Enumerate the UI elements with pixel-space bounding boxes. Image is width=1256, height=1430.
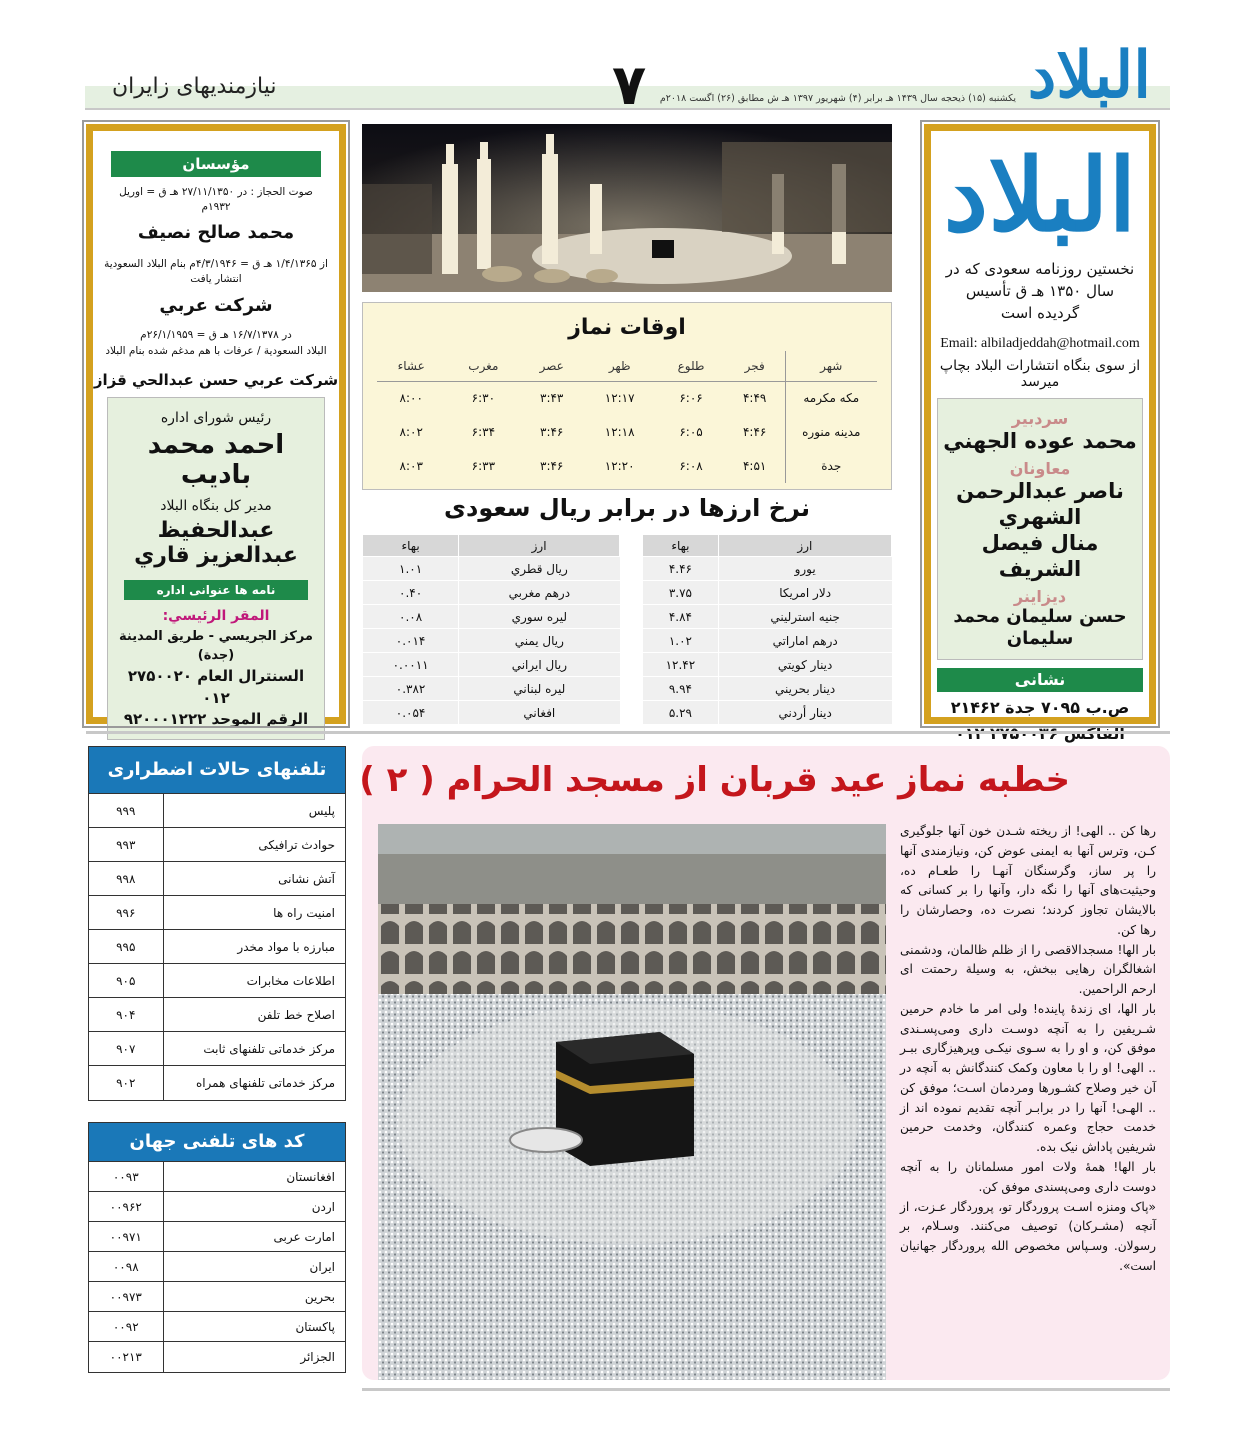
service-number: ۹۰۲ — [89, 1066, 163, 1100]
article-paragraph: بار الها! مسجدالاقصی را از ظلم ظالمان، ودشمنی اشغالگران رهایی ببخش، به وسیلة رحمتت ای ارحم الراحمین. — [900, 942, 1156, 997]
service-number: ۹۹۸ — [89, 862, 163, 896]
currency-price: ۰.۰۰۱۱ — [363, 653, 459, 677]
currency-name: افغاني — [459, 701, 620, 725]
emergency-phones-box — [88, 746, 346, 1101]
currency-title: نرخ ارزها در برابر ريال سعودی — [444, 494, 810, 522]
editor-name: محمد عوده الجهني — [943, 429, 1137, 454]
currency-table-right — [642, 534, 892, 725]
emergency-title: تلفنهای حالات اضطراری — [89, 747, 345, 793]
prayer-header: فجر — [725, 351, 785, 381]
staff-box — [937, 398, 1143, 659]
table-row — [363, 581, 620, 605]
service-number: ۹۹۵ — [89, 930, 163, 964]
currency-price: ۱.۰۲ — [643, 629, 719, 653]
prayer-header: شهر — [785, 351, 877, 381]
currency-price: ۵.۲۹ — [643, 701, 719, 725]
table-row — [89, 1222, 345, 1252]
currency-col-header: ارز — [459, 535, 620, 557]
board-label: رئيس شورای اداره — [160, 410, 272, 427]
service-name: اطلاعات مخابرات — [163, 964, 345, 998]
prayer-table — [377, 351, 877, 483]
masthead-description: نخستین روزنامه سعودی که در سال ۱۳۵۰ هـ ق تأسیس گردیده است — [945, 260, 1135, 322]
masthead-logo: البلاد — [943, 136, 1137, 254]
time-cell: ۳:۴۶ — [540, 459, 564, 473]
country-name: الجزائر — [163, 1342, 345, 1372]
article-paragraph: بار الها! همهٔ ولات امور مسلمانان را به آنچه دوست داری ومی‌پسندی موفق کن. — [900, 1160, 1156, 1194]
country-name: ایران — [163, 1252, 345, 1282]
article-body — [900, 822, 1156, 1277]
time-cell: ۴:۴۶ — [742, 425, 767, 439]
fax-line — [931, 724, 1149, 745]
currency-price: ۴.۸۴ — [643, 605, 719, 629]
currency-name: ريال قطري — [459, 557, 620, 581]
service-name: امنیت راه ها — [163, 896, 345, 930]
table-row — [643, 581, 892, 605]
currency-name: دينار أردني — [718, 701, 891, 725]
service-name: پلیس — [163, 794, 345, 828]
table-row — [89, 794, 345, 828]
currency-table-left — [362, 534, 620, 725]
table-row — [89, 964, 345, 998]
currency-name: يورو — [718, 557, 891, 581]
founders-title: مؤسسان — [111, 151, 321, 177]
director-name: عبدالحفيظ عبدالعزيز قاري — [134, 518, 298, 569]
table-row — [377, 381, 877, 415]
service-name: مبارزه با مواد مخدر — [163, 930, 345, 964]
table-row — [89, 998, 345, 1032]
table-row — [89, 828, 345, 862]
founder-note: در ۱۶/۷/۱۳۷۸ هـ ق = ۲۶/۱/۱۹۵۹م — [140, 328, 292, 341]
assistant-name: منال فيصل الشريف — [981, 531, 1099, 582]
country-code: ۰۰۹۲ — [89, 1312, 163, 1342]
table-row — [363, 701, 620, 725]
service-name: حوادث ترافیکی — [163, 828, 345, 862]
table-row — [89, 862, 345, 896]
founder-name: محمد صالح نصيف — [137, 222, 295, 244]
codes-table — [89, 1161, 345, 1372]
codes-title: کد های تلفنی جهان — [89, 1123, 345, 1161]
country-code: ۰۰۲۱۳ — [89, 1342, 163, 1372]
time-cell: ۴:۴۹ — [742, 391, 767, 406]
prayer-header: عصر — [521, 351, 582, 381]
currency-price: ۰.۰۱۴ — [363, 629, 459, 653]
currency-name: ريال يمني — [459, 629, 620, 653]
currency-price: ۱.۰۱ — [363, 557, 459, 581]
table-row — [89, 1066, 345, 1100]
editor-label: سردبیر — [1011, 409, 1069, 429]
article-paragraph: بار الها، ای زندهٔ پاینده! ولی امر ما خادم حرمین شـریفین را به آنچه دوسـت داری ومی‌پسـندی موفق کن، و او را به سـوی نیکـی وپرهیزگاری ببـر .. الهی! او را با معاون وکمک کنندگانش به آنچه در آن خیر وصلاح کشـورها ومردمان اسـت؛ موفق کن .. الهـی! آنها را در برابـر آنچه تقدیم نموده اند از خدمت حجاج وعمره کنندگان، وخدمت حرمین شریفین پاداش نیک بده. — [900, 1001, 1156, 1155]
time-cell: ۶:۳۴ — [471, 425, 496, 439]
table-row — [89, 1342, 345, 1372]
section-title: نیازمندیهای زایران — [112, 74, 277, 99]
country-code: ۰۰۹۳ — [89, 1162, 163, 1192]
currency-price: ۰.۰۸ — [363, 605, 459, 629]
currency-name: ريال ايراني — [459, 653, 620, 677]
city-cell: مدينه منوره — [785, 415, 877, 449]
service-number: ۹۹۶ — [89, 896, 163, 930]
table-row — [377, 449, 877, 483]
currency-name: درهم اماراتي — [718, 629, 891, 653]
table-row — [643, 653, 892, 677]
table-row — [89, 930, 345, 964]
emergency-table — [89, 793, 345, 1100]
designer-label: ديزاينر — [1013, 586, 1067, 606]
founder-name: شركت عربي حسن عبدالحي قزاز — [93, 371, 339, 390]
service-number: ۹۹۳ — [89, 828, 163, 862]
article-headline: خطبه نماز عید قربان از مسجد الحرام ( ۲ ) — [359, 760, 1070, 800]
table-row — [89, 1252, 345, 1282]
price-col-header: بهاء — [643, 535, 719, 557]
time-cell: ۸:۰۲ — [399, 425, 423, 439]
service-number: ۹۰۷ — [89, 1032, 163, 1066]
address-label: نشانی — [937, 668, 1143, 692]
currency-price: ۰.۳۸۲ — [363, 677, 459, 701]
address-line: ص.ب ۷۰۹۵ جدة ۲۱۴۶۲ — [950, 697, 1130, 717]
time-cell: ۳:۴۳ — [540, 391, 564, 406]
table-row — [643, 557, 892, 581]
table-row — [89, 1312, 345, 1342]
prayer-header: ظهر — [582, 351, 657, 381]
country-codes-box — [88, 1122, 346, 1373]
city-cell: جدة — [785, 449, 877, 483]
service-name: اصلاح خط تلفن — [163, 998, 345, 1032]
currency-price: ۹.۹۴ — [643, 677, 719, 701]
masthead-box — [924, 124, 1156, 724]
founder-note: از ۱/۴/۱۳۶۵ هـ ق = ۴/۳/۱۹۴۶م بنام البلاد السعودية انتشار یافت — [104, 258, 328, 286]
table-row — [643, 629, 892, 653]
currency-price: ۰.۴۰ — [363, 581, 459, 605]
letters-label: نامه ها عنوانی اداره — [124, 580, 308, 600]
country-code: ۰۰۹۶۲ — [89, 1192, 163, 1222]
table-row — [363, 653, 620, 677]
time-cell: ۱۲:۱۷ — [604, 391, 635, 406]
time-cell: ۸:۰۳ — [399, 459, 423, 473]
price-col-header: بهاء — [363, 535, 459, 557]
time-cell: ۶:۰۵ — [679, 425, 703, 439]
prayer-times-box — [362, 302, 892, 490]
city-cell: مكه مكرمه — [785, 381, 877, 415]
service-name: آتش نشانی — [163, 862, 345, 896]
table-row — [643, 677, 892, 701]
currency-name: ليره لبناني — [459, 677, 620, 701]
currency-price: ۰.۰۵۴ — [363, 701, 459, 725]
kaaba-photo — [378, 824, 886, 1380]
service-name: مرکز خدماتی تلفنهای همراه — [163, 1066, 345, 1100]
country-name: افغانستان — [163, 1162, 345, 1192]
country-code: ۰۰۹۸ — [89, 1252, 163, 1282]
prayer-header-row — [377, 351, 877, 381]
divider — [86, 731, 1170, 734]
prayer-header: طلوع — [657, 351, 725, 381]
currency-name: دلار امريكا — [718, 581, 891, 605]
table-row — [89, 1162, 345, 1192]
issue-date: یکشنبه (۱۵) ذیحجه سال ۱۴۳۹ هـ برابر (۴) شهریور ۱۳۹۷ هـ ش مطابق (۲۶) اگست ۲۰۱۸م — [659, 93, 1016, 104]
table-row — [363, 605, 620, 629]
header-logo: البلاد — [1027, 38, 1151, 113]
prayer-header: عشاء — [377, 351, 445, 381]
time-cell: ۸:۰۰ — [399, 391, 423, 406]
designer-name: حسن سليمان محمد سليمان — [953, 605, 1127, 649]
time-cell: ۶:۳۳ — [471, 459, 496, 473]
currency-col-header: ارز — [718, 535, 891, 557]
founder-name: شركت عربي — [159, 294, 273, 316]
prayer-header: مغرب — [445, 351, 521, 381]
time-cell: ۳:۴۶ — [540, 425, 564, 439]
prayer-title: اوقات نماز — [568, 315, 686, 340]
currency-name: دينار بحريني — [718, 677, 891, 701]
country-code: ۰۰۹۷۳ — [89, 1282, 163, 1312]
haram-night-photo — [362, 124, 892, 292]
founder-note: صوت الحجاز : در ۲۷/۱۱/۱۳۵۰ هـ ق = اوریل ۱۹۳۲م — [119, 186, 313, 213]
country-name: اردن — [163, 1192, 345, 1222]
masthead-email: Email: albiladjeddah@hotmail.com — [940, 336, 1140, 352]
currency-price: ۳.۷۵ — [643, 581, 719, 605]
table-row — [363, 677, 620, 701]
masthead-publisher: از سوی بنگاه انتشارات البلاد بچاپ میرسد — [939, 358, 1141, 391]
assistant-name: ناصر عبدالرحمن الشهري — [956, 478, 1124, 529]
time-cell: ۶:۰۸ — [679, 459, 703, 473]
table-row — [89, 1282, 345, 1312]
divider — [362, 1388, 1170, 1391]
article-paragraph: رها کن .. الهی! از ریخته شـدن خون آنها جلوگیری کـن، وترس آنها به ایمنی عوض کن، ونیازمندی آنها را پر ساز، وگرسنگان آنهـا را طعـام ده، وحیثیت‌های آنها را نگه دار، وآنها را بر کسانی که بالایشان تجاوز کردند؛ نصرت ده، وحصارشان را رها کن. — [900, 824, 1156, 937]
service-number: ۹۰۴ — [89, 998, 163, 1032]
currency-price: ۱۲.۴۲ — [643, 653, 719, 677]
country-name: پاکستان — [163, 1312, 345, 1342]
time-cell: ۴:۵۱ — [742, 459, 767, 473]
currency-name: ليره سوري — [459, 605, 620, 629]
currency-name: درهم مغربي — [459, 581, 620, 605]
table-row — [89, 1192, 345, 1222]
country-code: ۰۰۹۷۱ — [89, 1222, 163, 1252]
currency-name: دينار كويتي — [718, 653, 891, 677]
central-phone: السنترال العام ۲۷۵۰۰۲۰ ۰۱۲ — [127, 666, 305, 707]
founder-note: البلاد السعودية / عرفات با هم مدغم شده بنام البلاد — [105, 345, 327, 358]
time-cell: ۱۲:۱۸ — [604, 425, 635, 439]
currency-name: جنيه استرليني — [718, 605, 891, 629]
time-cell: ۶:۰۶ — [679, 391, 703, 406]
currency-price: ۴.۴۶ — [643, 557, 719, 581]
hq-label: المقر الرئيسي: — [162, 608, 270, 625]
time-cell: ۶:۳۰ — [471, 391, 496, 406]
page-number: ۷ — [612, 53, 647, 118]
director-label: مدیر کل بنگاه البلاد — [160, 498, 272, 515]
board-name: احمد محمد باديب — [147, 430, 285, 491]
country-name: بحرین — [163, 1282, 345, 1312]
table-row — [363, 557, 620, 581]
assistants-label: معاونان — [1009, 458, 1071, 478]
founders-box — [86, 124, 346, 729]
table-row — [643, 701, 892, 725]
service-number: ۹۹۹ — [89, 794, 163, 828]
table-row — [643, 605, 892, 629]
hq-address: مركز الجريسي - طريق المدينة (جدة) — [119, 629, 313, 663]
country-name: امارت عربی — [163, 1222, 345, 1252]
table-row — [363, 629, 620, 653]
unified-number: الرقم الموحد ۹۲۰۰۰۱۲۲۲ — [123, 710, 309, 729]
table-row — [89, 1032, 345, 1066]
table-row — [89, 896, 345, 930]
service-number: ۹۰۵ — [89, 964, 163, 998]
time-cell: ۱۲:۲۰ — [604, 459, 635, 473]
service-name: مرکز خدماتی تلفنهای ثابت — [163, 1032, 345, 1066]
article-paragraph: «پاک ومنزه اسـت پروردگار تو، پروردگار عـزت، از آنچه (مشـرکان) توصیف می‌کنند. وسـلام، بر رسولان. وسـپاس مخصوص الله پروردگار جهانیان است». — [900, 1199, 1156, 1273]
board-box — [107, 397, 325, 740]
table-row — [377, 415, 877, 449]
